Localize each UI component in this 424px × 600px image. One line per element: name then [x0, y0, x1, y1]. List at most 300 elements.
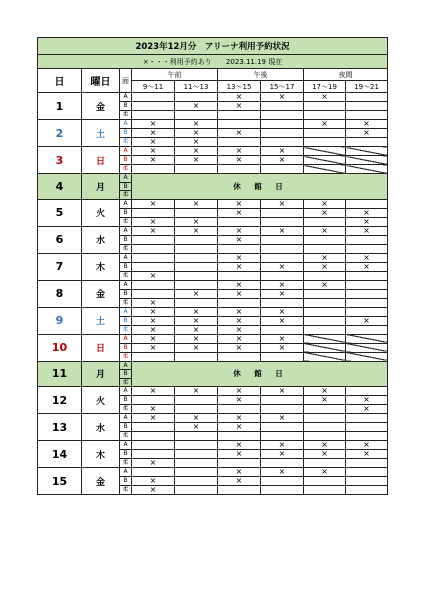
reserved-mark: ×	[175, 325, 218, 334]
table-row	[38, 414, 388, 423]
reserved-mark: ×	[132, 316, 175, 325]
facility-label: 柔	[120, 138, 132, 147]
reserved-mark: ×	[346, 316, 388, 325]
reserved-mark: ×	[304, 441, 346, 450]
slot-cell	[175, 405, 218, 414]
table-row	[38, 174, 388, 183]
facility-label: B	[120, 129, 132, 138]
slot-cell	[261, 405, 304, 414]
reserved-mark: ×	[175, 414, 218, 423]
slot-cell	[261, 477, 304, 486]
reserved-mark: ×	[261, 226, 304, 235]
weekday-label: 木	[82, 253, 120, 280]
slot-cell	[218, 271, 261, 280]
reserved-mark: ×	[218, 387, 261, 396]
slot-cell	[261, 111, 304, 120]
closed-day-label: 休 館 日	[132, 174, 388, 200]
slot-cell	[261, 298, 304, 307]
day-number: 4	[38, 174, 82, 200]
reserved-mark: ×	[218, 414, 261, 423]
reserved-mark: ×	[304, 387, 346, 396]
slot-cell	[132, 423, 175, 432]
facility-label: A	[120, 226, 132, 235]
weekday-label: 月	[82, 174, 120, 200]
slot-cell	[304, 325, 346, 334]
table-row	[38, 334, 388, 343]
reserved-mark: ×	[132, 298, 175, 307]
slot-cell	[175, 262, 218, 271]
slot-cell	[346, 235, 388, 244]
slot-cell	[175, 111, 218, 120]
reserved-mark: ×	[175, 199, 218, 208]
facility-label: B	[120, 396, 132, 405]
reserved-mark: ×	[132, 129, 175, 138]
reserved-mark: ×	[218, 468, 261, 477]
reserved-mark: ×	[132, 120, 175, 129]
reserved-mark: ×	[218, 280, 261, 289]
slot-cell	[175, 352, 218, 361]
slot-cell	[261, 165, 304, 174]
reserved-mark: ×	[261, 147, 304, 156]
day-header: 日	[38, 69, 82, 93]
slot-cell	[218, 486, 261, 495]
reservation-sheet	[37, 37, 388, 495]
table-row	[38, 93, 388, 102]
reserved-mark: ×	[261, 414, 304, 423]
slot-cell	[175, 459, 218, 468]
slot-cell	[304, 486, 346, 495]
slot-cell	[132, 93, 175, 102]
unavailable-slot	[346, 343, 388, 352]
reserved-mark: ×	[132, 156, 175, 165]
slot-cell	[346, 423, 388, 432]
unavailable-slot	[304, 334, 346, 343]
reserved-mark: ×	[346, 253, 388, 262]
facility-label: 柔	[120, 432, 132, 441]
slot-cell	[218, 165, 261, 174]
slot-cell	[346, 432, 388, 441]
weekday-label: 金	[82, 93, 120, 120]
reserved-mark: ×	[218, 93, 261, 102]
reserved-mark: ×	[304, 450, 346, 459]
slot-cell	[261, 129, 304, 138]
group-header-morning: 午前	[132, 69, 218, 81]
slot-cell	[175, 432, 218, 441]
table-row	[38, 147, 388, 156]
facility-label: 柔	[120, 191, 132, 200]
slot-cell	[218, 298, 261, 307]
reserved-mark: ×	[175, 147, 218, 156]
table-row	[38, 307, 388, 316]
slot-cell	[218, 217, 261, 226]
weekday-label: 水	[82, 414, 120, 441]
reserved-mark: ×	[132, 138, 175, 147]
reserved-mark: ×	[218, 423, 261, 432]
reserved-mark: ×	[132, 226, 175, 235]
reserved-mark: ×	[132, 387, 175, 396]
slot-cell	[218, 459, 261, 468]
slot-cell	[346, 280, 388, 289]
facility-label: B	[120, 262, 132, 271]
reserved-mark: ×	[304, 262, 346, 271]
reserved-mark: ×	[261, 468, 304, 477]
slot-cell	[261, 352, 304, 361]
reserved-mark: ×	[346, 441, 388, 450]
slot-cell	[175, 244, 218, 253]
reserved-mark: ×	[346, 226, 388, 235]
reserved-mark: ×	[175, 138, 218, 147]
day-number: 14	[38, 441, 82, 468]
reserved-mark: ×	[175, 120, 218, 129]
slot-cell	[346, 111, 388, 120]
slot-cell	[304, 289, 346, 298]
slot-cell	[261, 423, 304, 432]
slot-cell	[346, 289, 388, 298]
closed-day-label: 休 館 日	[132, 361, 388, 387]
slot-cell	[261, 102, 304, 111]
slot-cell	[261, 208, 304, 217]
reserved-mark: ×	[304, 280, 346, 289]
table-row	[38, 280, 388, 289]
unavailable-slot	[346, 156, 388, 165]
table-row	[38, 441, 388, 450]
day-number: 6	[38, 226, 82, 253]
weekday-label: 火	[82, 387, 120, 414]
facility-label: A	[120, 93, 132, 102]
reserved-mark: ×	[175, 387, 218, 396]
unavailable-slot	[304, 156, 346, 165]
slot-cell	[304, 414, 346, 423]
weekday-label: 水	[82, 226, 120, 253]
reserved-mark: ×	[218, 199, 261, 208]
slot-cell	[218, 120, 261, 129]
reserved-mark: ×	[346, 396, 388, 405]
slot-header: 13～15	[218, 81, 261, 93]
slot-cell	[346, 468, 388, 477]
table-row	[38, 199, 388, 208]
day-number: 7	[38, 253, 82, 280]
facility-label: 柔	[120, 378, 132, 387]
facility-label: B	[120, 208, 132, 217]
facility-label: B	[120, 477, 132, 486]
reserved-mark: ×	[304, 208, 346, 217]
reserved-mark: ×	[132, 414, 175, 423]
reserved-mark: ×	[304, 120, 346, 129]
reserved-mark: ×	[218, 147, 261, 156]
day-number: 11	[38, 361, 82, 387]
facility-label: A	[120, 147, 132, 156]
slot-cell	[132, 235, 175, 244]
group-header-afternoon: 午後	[218, 69, 304, 81]
reserved-mark: ×	[132, 217, 175, 226]
facility-label: B	[120, 370, 132, 379]
sheet-title: 2023年12月分 アリーナ利用予約状況	[38, 38, 388, 55]
slot-cell	[304, 307, 346, 316]
reserved-mark: ×	[175, 156, 218, 165]
slot-cell	[175, 253, 218, 262]
unavailable-slot	[346, 334, 388, 343]
reserved-mark: ×	[218, 226, 261, 235]
reserved-mark: ×	[218, 102, 261, 111]
reserved-mark: ×	[218, 262, 261, 271]
slot-cell	[346, 477, 388, 486]
reserved-mark: ×	[132, 477, 175, 486]
reserved-mark: ×	[261, 307, 304, 316]
unavailable-slot	[304, 165, 346, 174]
facility-label: B	[120, 343, 132, 352]
reserved-mark: ×	[175, 343, 218, 352]
facility-label: A	[120, 199, 132, 208]
reserved-mark: ×	[218, 477, 261, 486]
weekday-label: 火	[82, 199, 120, 226]
unavailable-slot	[304, 343, 346, 352]
reserved-mark: ×	[304, 253, 346, 262]
weekday-label: 日	[82, 147, 120, 174]
day-number: 5	[38, 199, 82, 226]
unavailable-slot	[346, 352, 388, 361]
slot-cell	[304, 217, 346, 226]
reserved-mark: ×	[175, 129, 218, 138]
slot-cell	[132, 280, 175, 289]
facility-label: B	[120, 156, 132, 165]
slot-cell	[132, 450, 175, 459]
facility-label: 柔	[120, 298, 132, 307]
reserved-mark: ×	[132, 334, 175, 343]
weekday-label: 土	[82, 120, 120, 147]
facility-label: 柔	[120, 217, 132, 226]
reserved-mark: ×	[175, 307, 218, 316]
slot-cell	[132, 165, 175, 174]
slot-cell	[175, 486, 218, 495]
facility-label: B	[120, 450, 132, 459]
facility-label: 柔	[120, 111, 132, 120]
slot-cell	[175, 441, 218, 450]
slot-cell	[132, 244, 175, 253]
slot-header: 19～21	[346, 81, 388, 93]
reserved-mark: ×	[218, 316, 261, 325]
reserved-mark: ×	[261, 156, 304, 165]
reserved-mark: ×	[132, 307, 175, 316]
slot-cell	[261, 217, 304, 226]
slot-cell	[346, 387, 388, 396]
group-header-evening: 夜間	[304, 69, 388, 81]
slot-cell	[132, 352, 175, 361]
weekday-label: 土	[82, 307, 120, 334]
reserved-mark: ×	[261, 93, 304, 102]
slot-cell	[132, 262, 175, 271]
slot-cell	[304, 298, 346, 307]
facility-label: A	[120, 414, 132, 423]
reserved-mark: ×	[132, 459, 175, 468]
facility-label: B	[120, 102, 132, 111]
slot-cell	[218, 111, 261, 120]
reserved-mark: ×	[218, 235, 261, 244]
reserved-mark: ×	[175, 316, 218, 325]
reserved-mark: ×	[218, 334, 261, 343]
weekday-label: 日	[82, 334, 120, 361]
slot-cell	[132, 441, 175, 450]
reserved-mark: ×	[218, 343, 261, 352]
day-number: 10	[38, 334, 82, 361]
facility-label: 柔	[120, 459, 132, 468]
slot-cell	[132, 111, 175, 120]
slot-cell	[132, 253, 175, 262]
reserved-mark: ×	[218, 156, 261, 165]
slot-cell	[304, 405, 346, 414]
slot-cell	[346, 244, 388, 253]
reserved-mark: ×	[218, 253, 261, 262]
reserved-mark: ×	[132, 343, 175, 352]
slot-cell	[304, 235, 346, 244]
reserved-mark: ×	[261, 387, 304, 396]
unavailable-slot	[346, 165, 388, 174]
weekday-header: 曜日	[82, 69, 120, 93]
day-number: 13	[38, 414, 82, 441]
slot-header: 17～19	[304, 81, 346, 93]
weekday-label: 金	[82, 468, 120, 495]
slot-cell	[346, 325, 388, 334]
slot-cell	[175, 298, 218, 307]
reserved-mark: ×	[175, 423, 218, 432]
facility-label: A	[120, 280, 132, 289]
reserved-mark: ×	[346, 450, 388, 459]
slot-cell	[218, 138, 261, 147]
weekday-label: 木	[82, 441, 120, 468]
slot-cell	[304, 432, 346, 441]
slot-cell	[346, 486, 388, 495]
table-row	[38, 120, 388, 129]
slot-cell	[304, 111, 346, 120]
slot-cell	[261, 396, 304, 405]
day-number: 12	[38, 387, 82, 414]
slot-cell	[346, 93, 388, 102]
reserved-mark: ×	[346, 217, 388, 226]
table-row	[38, 361, 388, 370]
reserved-mark: ×	[261, 343, 304, 352]
facility-label: A	[120, 120, 132, 129]
as-of-date: 2023.11.19 現在	[225, 57, 283, 66]
reserved-mark: ×	[175, 289, 218, 298]
facility-label: A	[120, 174, 132, 183]
reserved-mark: ×	[175, 334, 218, 343]
facility-label: 柔	[120, 352, 132, 361]
reserved-mark: ×	[261, 334, 304, 343]
facility-label: B	[120, 316, 132, 325]
facility-label: A	[120, 361, 132, 370]
unavailable-slot	[304, 147, 346, 156]
slot-cell	[132, 289, 175, 298]
slot-cell	[304, 423, 346, 432]
day-number: 9	[38, 307, 82, 334]
facility-label: A	[120, 307, 132, 316]
slot-cell	[261, 253, 304, 262]
slot-cell	[261, 271, 304, 280]
facility-label: B	[120, 289, 132, 298]
slot-cell	[261, 459, 304, 468]
reserved-mark: ×	[218, 441, 261, 450]
reserved-mark: ×	[261, 280, 304, 289]
slot-cell	[261, 235, 304, 244]
slot-header: 9～11	[132, 81, 175, 93]
day-number: 8	[38, 280, 82, 307]
slot-cell	[175, 450, 218, 459]
reserved-mark: ×	[346, 262, 388, 271]
reserved-mark: ×	[261, 199, 304, 208]
slot-cell	[175, 468, 218, 477]
facility-label: B	[120, 182, 132, 191]
reserved-mark: ×	[218, 450, 261, 459]
reserved-mark: ×	[346, 129, 388, 138]
slot-cell	[346, 414, 388, 423]
facility-label: B	[120, 423, 132, 432]
slot-cell	[175, 280, 218, 289]
reserved-mark: ×	[218, 208, 261, 217]
reserved-mark: ×	[132, 147, 175, 156]
slot-cell	[175, 93, 218, 102]
reserved-mark: ×	[218, 289, 261, 298]
day-number: 1	[38, 93, 82, 120]
slot-cell	[132, 102, 175, 111]
reserved-mark: ×	[261, 316, 304, 325]
slot-cell	[304, 459, 346, 468]
unavailable-slot	[304, 352, 346, 361]
weekday-label: 金	[82, 280, 120, 307]
facility-label: 柔	[120, 486, 132, 495]
reserved-mark: ×	[304, 396, 346, 405]
facility-label: A	[120, 441, 132, 450]
reserved-mark: ×	[218, 325, 261, 334]
slot-cell	[261, 138, 304, 147]
facility-label: 柔	[120, 271, 132, 280]
facility-label: A	[120, 468, 132, 477]
day-number: 15	[38, 468, 82, 495]
reservation-table	[37, 37, 388, 495]
slot-cell	[346, 298, 388, 307]
reserved-mark: ×	[175, 226, 218, 235]
slot-cell	[261, 486, 304, 495]
reserved-mark: ×	[261, 441, 304, 450]
slot-cell	[132, 396, 175, 405]
day-number: 3	[38, 147, 82, 174]
reserved-mark: ×	[346, 120, 388, 129]
facility-label: A	[120, 253, 132, 262]
slot-cell	[261, 244, 304, 253]
reserved-mark: ×	[175, 217, 218, 226]
slot-cell	[132, 432, 175, 441]
unavailable-slot	[346, 147, 388, 156]
slot-cell	[175, 235, 218, 244]
facility-label: B	[120, 235, 132, 244]
slot-cell	[304, 102, 346, 111]
reserved-mark: ×	[346, 208, 388, 217]
slot-cell	[261, 432, 304, 441]
slot-cell	[346, 199, 388, 208]
slot-header: 11～13	[175, 81, 218, 93]
slot-cell	[218, 405, 261, 414]
weekday-label: 月	[82, 361, 120, 387]
day-number: 2	[38, 120, 82, 147]
slot-cell	[346, 307, 388, 316]
table-row	[38, 387, 388, 396]
reserved-mark: ×	[261, 262, 304, 271]
slot-cell	[132, 208, 175, 217]
table-row	[38, 226, 388, 235]
reserved-mark: ×	[132, 325, 175, 334]
slot-cell	[304, 271, 346, 280]
slot-cell	[175, 396, 218, 405]
slot-cell	[304, 316, 346, 325]
slot-cell	[346, 138, 388, 147]
